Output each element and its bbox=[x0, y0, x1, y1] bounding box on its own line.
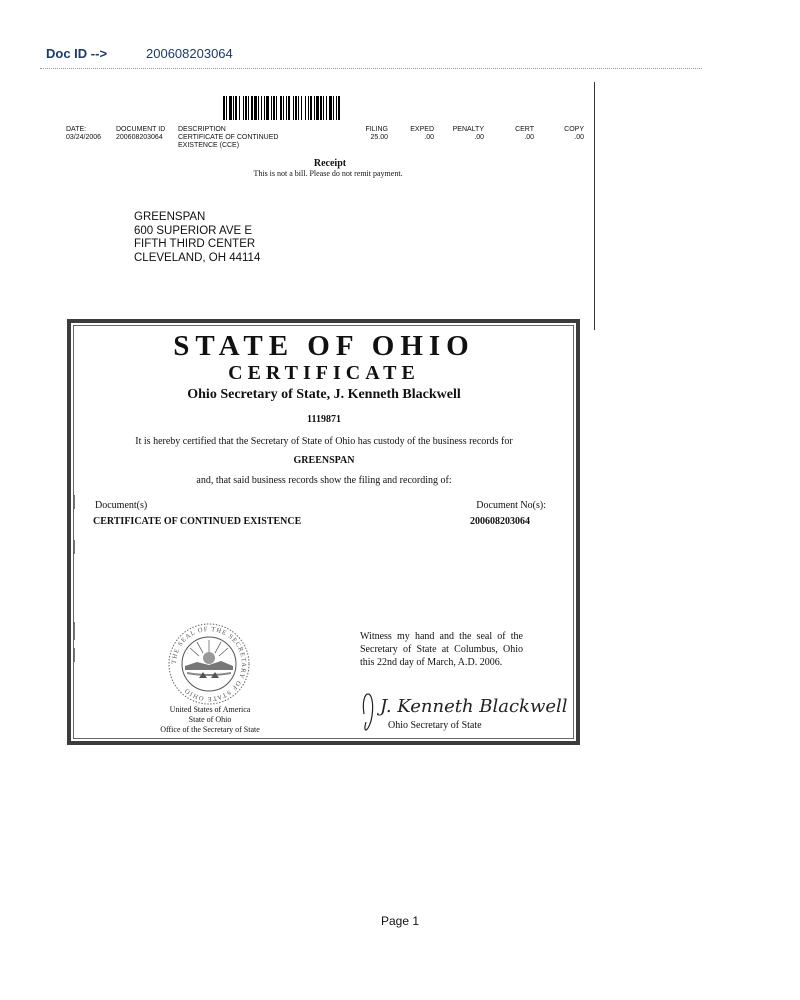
entity-name: GREENSPAN bbox=[293, 455, 355, 466]
barcode bbox=[223, 96, 429, 120]
address-line1: GREENSPAN bbox=[134, 211, 206, 223]
scan-mark bbox=[74, 540, 75, 554]
fee-filing: 25.00 bbox=[370, 134, 388, 141]
fee-penalty: .00 bbox=[474, 134, 484, 141]
receipt-right-border bbox=[594, 82, 595, 330]
witness-statement: Witness my hand and the seal of the Secretary of State at Columbus, Ohio this 22nd day of March, A.D. 2006. bbox=[360, 631, 523, 668]
certificate-state-heading: STATE OF OHIO bbox=[173, 330, 475, 362]
seal-caption bbox=[120, 705, 300, 735]
certificate-number: 1119871 bbox=[307, 414, 341, 425]
seal-caption-line3: Office of the Secretary of State bbox=[160, 725, 260, 734]
col-copy: COPY bbox=[564, 126, 584, 133]
fee-table-row bbox=[66, 134, 584, 150]
certificate-title: CERTIFICATE bbox=[228, 362, 420, 384]
fee-table bbox=[66, 126, 584, 150]
col-cert: CERT bbox=[515, 126, 534, 133]
seal-text: THE SEAL OF THE SECRETARY OF STATE OHIO bbox=[170, 625, 248, 703]
col-description: DESCRIPTION bbox=[178, 126, 226, 133]
document-name: CERTIFICATE OF CONTINUED EXISTENCE bbox=[93, 516, 302, 527]
secretary-of-state-line: Ohio Secretary of State, J. Kenneth Blackwell bbox=[187, 387, 461, 402]
receipt-title: Receipt bbox=[313, 158, 347, 169]
fee-document-id: 200608203064 bbox=[116, 134, 163, 141]
fee-description-line2: EXISTENCE (CCE) bbox=[178, 142, 240, 149]
address-line4: CLEVELAND, OH 44114 bbox=[134, 251, 261, 264]
doc-id-value: 200608203064 bbox=[146, 46, 233, 61]
fee-description bbox=[178, 134, 338, 150]
scan-mark bbox=[74, 648, 75, 662]
fee-description-line1: CERTIFICATE OF CONTINUED bbox=[178, 134, 279, 141]
handwritten-signature bbox=[358, 678, 568, 743]
col-filing: FILING bbox=[365, 126, 388, 133]
fee-date: 03/24/2006 bbox=[66, 134, 102, 141]
seal-caption-line1: United States of America bbox=[169, 705, 251, 714]
fee-exped: .00 bbox=[424, 134, 434, 141]
address-line3: FIFTH THIRD CENTER bbox=[134, 238, 256, 250]
seal-graphic bbox=[167, 622, 251, 706]
fee-table-header-row bbox=[66, 126, 584, 134]
header-divider bbox=[40, 68, 702, 69]
page-number: Page 1 bbox=[380, 914, 420, 928]
fee-cert: .00 bbox=[524, 134, 534, 141]
certification-statement: It is hereby certified that the Secretary of State of Ohio has custody of the business records for bbox=[135, 436, 513, 447]
document-numbers-label: Document No(s): bbox=[476, 500, 546, 511]
signature-title: Ohio Secretary of State bbox=[388, 720, 482, 731]
seal-caption-line2: State of Ohio bbox=[188, 715, 232, 724]
mailing-address bbox=[134, 211, 260, 265]
doc-id-label: Doc ID --> bbox=[46, 46, 108, 61]
address-line2: 600 SUPERIOR AVE E bbox=[134, 224, 253, 237]
col-document-id: DOCUMENT ID bbox=[116, 126, 166, 133]
scan-mark bbox=[74, 495, 75, 509]
ohio-seal bbox=[167, 622, 251, 711]
fee-copy: .00 bbox=[574, 134, 584, 141]
document-number: 200608203064 bbox=[470, 516, 530, 527]
col-exped: EXPED bbox=[410, 126, 434, 133]
col-date: DATE: bbox=[66, 126, 87, 133]
scan-mark bbox=[74, 622, 75, 640]
documents-label: Document(s) bbox=[95, 500, 148, 511]
filing-statement: and, that said business records show the filing and recording of: bbox=[196, 475, 452, 486]
signature-text: J. Kenneth Blackwell bbox=[380, 696, 568, 717]
col-penalty: PENALTY bbox=[452, 126, 484, 133]
receipt-note: This is not a bill. Please do not remit payment. bbox=[253, 169, 403, 178]
